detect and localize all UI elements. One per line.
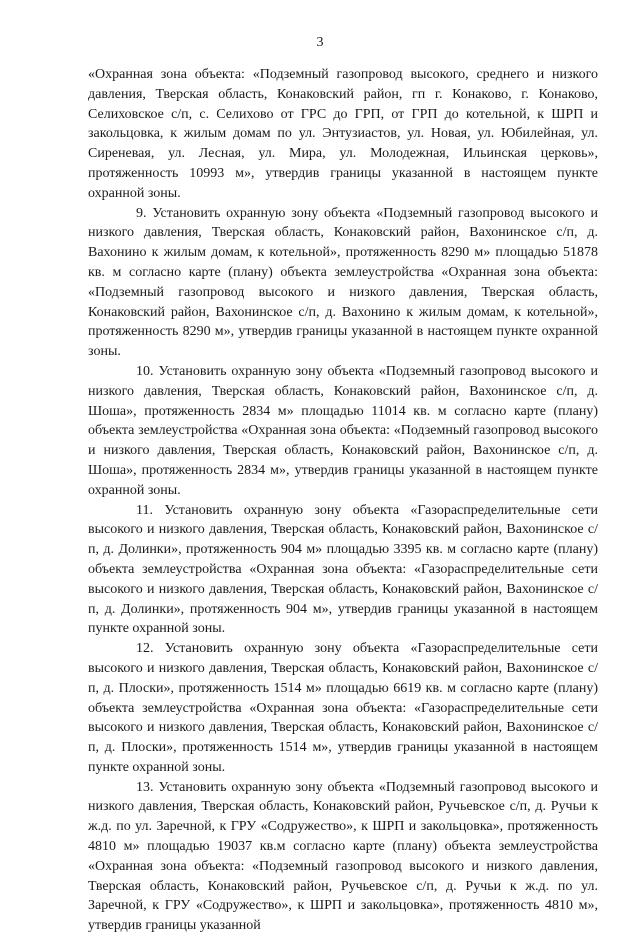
paragraph-item-12: 12. Установить охранную зону объекта «Газораспределительные сети высокого и низкого давления, Тверская область, Конаковский район, Вахонинское с/п, д. Плоски», протяженность 1514 м» площадью 6619 кв. м согласно карте (плану) объекта землеустройства «Охранная зона объекта: «Газораспределительные сети высокого и низкого давления, Тверская область, Конаковский район, Вахонинское с/п, д. Плоски», протяженность 1514 м», утвердив границы указанной в настоящем пункте охранной зоны. <box>88 641 598 775</box>
paragraph-item-11: 11. Установить охранную зону объекта «Газораспределительные сети высокого и низкого давления, Тверская область, Конаковский район, Вахонинское с/п, д. Долинки», протяженность 904 м» площадью 3395 кв. м согласно карте (плану) объекта землеустройства «Охранная зона объекта: «Газораспределительные сети высокого и низкого давления, Тверская область, Конаковский район, Вахонинское с/п, д. Долинки», протяженность 904 м», утвердив границы указанной в настоящем пункте охранной зоны. <box>88 502 598 637</box>
paragraph-continuation-8: «Охранная зона объекта: «Подземный газопровод высокого, среднего и низкого давления, Тверская область, Конаковский район, гп г. Конаково, г. Конаково, Селиховское с/п, с. Селихово от ГРС до ГРП, от ГРП до котельной, к ШРП и закольцовка, к жилым домам по ул. Энтузиастов, ул. Новая, ул. Юбилейная, ул. Сиреневая, ул. Лесная, ул. Мира, ул. Молодежная, Ильинская церковь», протяженность 10993 м», утвердив границы указанной в настоящем пункте охранной зоны. <box>88 67 598 201</box>
paragraph-item-10: 10. Установить охранную зону объекта «Подземный газопровод высокого и низкого давления, Тверская область, Конаковский район, Вахонинское с/п, д. Шоша», протяженность 2834 м» площадью 11014 кв. м согласно карте (плану) объекта землеустройства «Охранная зона объекта: «Подземный газопровод высокого и низкого давления, Тверская область, Конаковский район, Вахонинское с/п, д. Шоша», протяженность 2834 м», утвердив границы указанной в настоящем пункте охранной зоны. <box>88 363 598 498</box>
document-body <box>88 65 598 936</box>
paragraph-item-9: 9. Установить охранную зону объекта «Подземный газопровод высокого и низкого давления, Тверская область, Конаковский район, Вахонинское с/п, д. Вахонино к жилым домам, к котельной», протяженность 8290 м» площадью 51878 кв. м согласно карте (плану) объекта землеустройства «Охранная зона объекта: «Подземный газопровод высокого и низкого давления, Тверская область, Конаковский район, Вахонинское с/п, д. Вахонино к жилым домам, к котельной», протяженность 8290 м», утвердив границы указанной в настоящем пункте охранной зоны. <box>88 205 598 360</box>
paragraph-item-13: 13. Установить охранную зону объекта «Подземный газопровод высокого и низкого давления, Тверская область, Конаковский район, Ручьевское с/п, д. Ручьи к ж.д. по ул. Заречной, к ГРУ «Содружество», к ШРП и закольцовка», протяженность 4810 м» площадью 19037 кв.м согласно карте (плану) объекта землеустройства «Охранная зона объекта: «Подземный газопровод высокого и низкого давления, Тверская область, Конаковский район, Ручьевское с/п, д. Ручьи к ж.д. по ул. Заречной, к ГРУ «Содружество», к ШРП и закольцовка», протяженность 4810 м», утвердив границы указанной <box>88 779 598 934</box>
page-number: 3 <box>316 35 324 50</box>
